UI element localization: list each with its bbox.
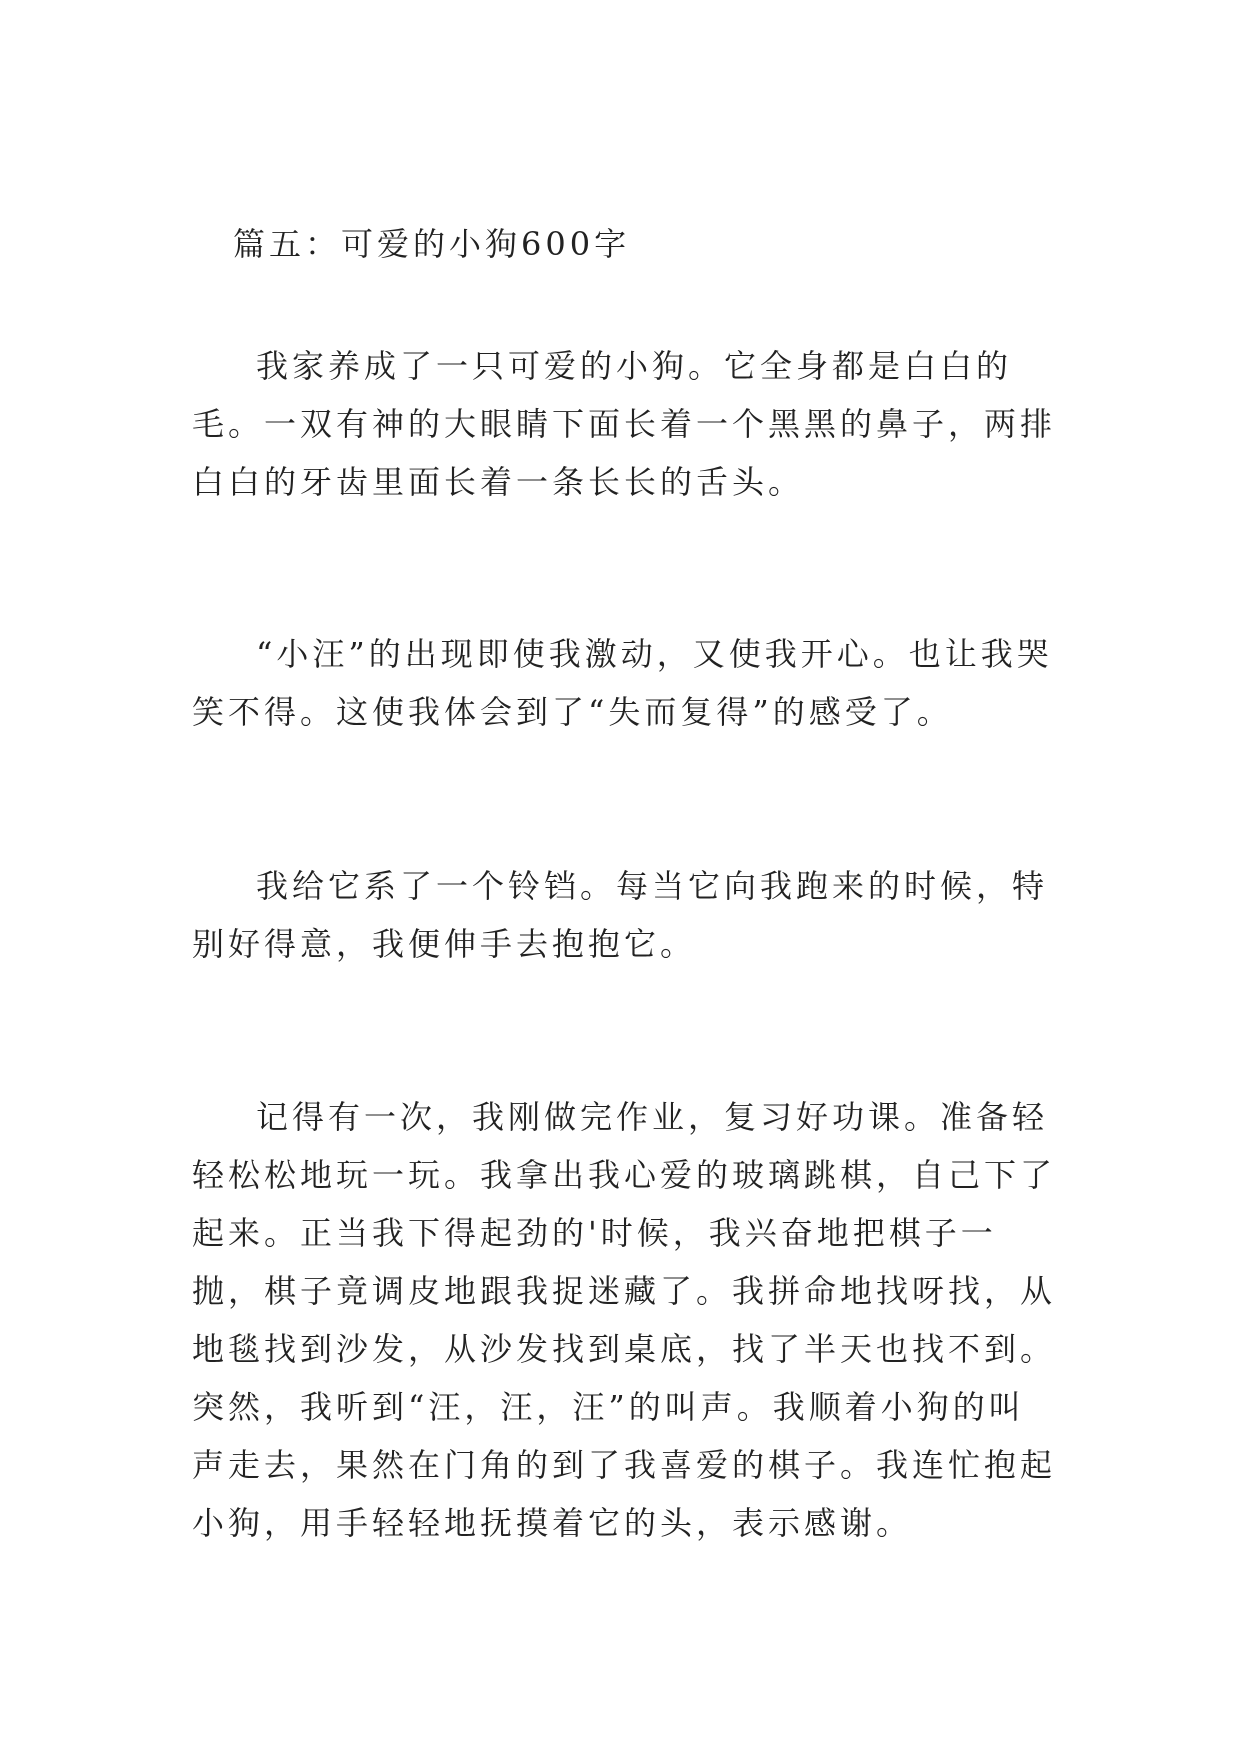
paragraph-1: 我家养成了一只可爱的小狗。它全身都是白白的毛。一双有神的大眼睛下面长着一个黑黑的鼻子，两排白白的牙齿里面长着一条长长的舌头。 — [192, 347, 1057, 501]
paragraph-3: 我给它系了一个铃铛。每当它向我跑来的时候，特别好得意，我便伸手去抱抱它。 — [192, 867, 1049, 963]
essay-heading: 篇五：可爱的小狗600字 — [233, 225, 631, 263]
paragraph-2: “小汪”的出现即使我激动，又使我开心。也让我哭笑不得。这使我体会到了“失而复得”的感受了。 — [192, 635, 1053, 731]
paragraph-4: 记得有一次，我刚做完作业，复习好功课。准备轻轻松松地玩一玩。我拿出我心爱的玻璃跳棋，自己下了起来。正当我下得起劲的'时候，我兴奋地把棋子一抛，棋子竟调皮地跟我捉迷藏了。我拼命地找呀找，从地毯找到沙发，从沙发找到桌底，找了半天也找不到。突然，我听到“汪，汪，汪”的叫声。我顺着小狗的叫声走去，果然在门角的到了我喜爱的棋子。我连忙抱起小狗，用手轻轻地抚摸着它的头，表示感谢。 — [192, 1098, 1057, 1542]
